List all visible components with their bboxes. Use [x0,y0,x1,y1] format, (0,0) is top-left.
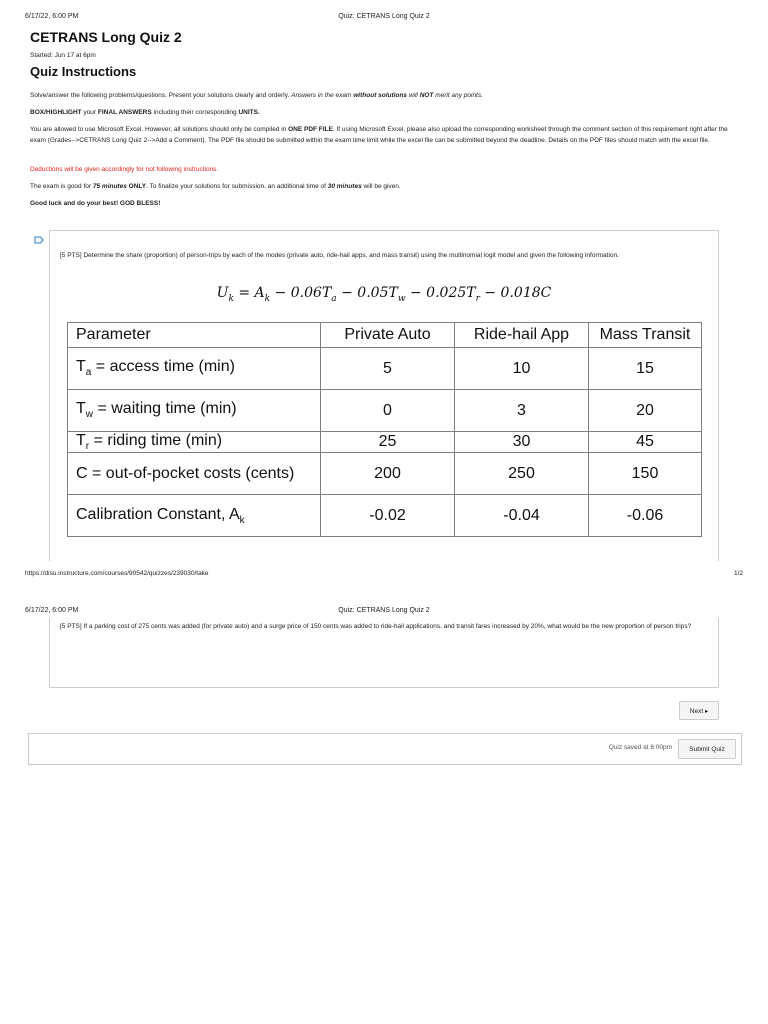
table-cell: 20 [589,390,702,432]
table-header-ride-hail: Ride-hail App [455,323,589,348]
table-row [68,495,702,537]
row-label: $T_a$ = access time (min) [68,348,321,390]
print-datetime-page2: 6/17/22, 6:00 PM [25,607,79,614]
row-label: $T_w$ = waiting time (min) [68,390,321,432]
page-number: 1/2 [733,570,743,577]
table-cell: 200 [321,453,455,495]
table-cell: 15 [589,348,702,390]
table-cell: -0.04 [455,495,589,537]
page-title: CETRANS Long Quiz 2 [30,29,182,45]
table-header-mass-transit: Mass Transit [589,323,702,348]
instruction-5: The exam is good for 75 minutes ONLY. To finalize your solutions for submission, an additional time of 30 minutes will be given. [30,183,401,190]
table-cell: 25 [321,432,455,453]
print-title: Quiz: CETRANS Long Quiz 2 [338,13,430,20]
parameter-table [67,322,702,537]
next-button[interactable]: Next ▸ [679,701,719,720]
print-title-page2: Quiz: CETRANS Long Quiz 2 [338,607,430,614]
utility-formula: $U_k = A_k - 0.06T_a - 0.05T_w - 0.025T_r - 0.018C$ [216,285,552,304]
page-url: https://disu.instructure.com/courses/90542/quizzes/239030/take [25,570,209,577]
table-row [68,453,702,495]
row-label: C = out-of-pocket costs (cents) [68,453,321,495]
instruction-4: Deductions will be given accordingly for not following instructions. [30,166,219,173]
table-cell: 45 [589,432,702,453]
table-cell: 30 [455,432,589,453]
row-label: Calibration Constant, $A_k$ [68,495,321,537]
table-header-parameter: Parameter [68,323,321,348]
print-datetime: 6/17/22, 6:00 PM [25,13,79,20]
started-time: Started: Jun 17 at 6pm [30,52,96,59]
instruction-1: Solve/answer the following problems/questions. Present your solutions clearly and orderly. Answers in the exam without solutions will NOT merit any points. [30,92,483,99]
table-cell: 10 [455,348,589,390]
question-2-text: [5 PTS] If a parking cost of 275 cents was added (for private auto) and a surge price of 150 cents was added to ride-hail applications, and transit fares increased by 20%, what would be the new proportion of person trips? [60,623,692,630]
table-cell: 250 [455,453,589,495]
table-row [68,390,702,432]
table-cell: -0.02 [321,495,455,537]
instruction-3: You are allowed to use Microsoft Excel. However, all solutions should only be compiled in ONE PDF FILE. If using Microsoft Excel, please also upload the corresponding worksheet through the comment section of this requirement right after the exam (Grades-->CETRANS Long Quiz 2-->Add a Comment). The PDF file should be submitted within the exam time limit while the excel file can be submitted beyond the deadline. Details on the PDF files should match with the excel file. [30,126,728,144]
table-cell: -0.06 [589,495,702,537]
table-row [68,432,702,453]
table-cell: 5 [321,348,455,390]
instruction-2: BOX/HIGHLIGHT your FINAL ANSWERS including their corresponding UNITS. [30,109,260,116]
quiz-saved-status: Quiz saved at 6:00pm [608,744,672,751]
table-cell: 0 [321,390,455,432]
row-label: $T_r$ = riding time (min) [68,432,321,453]
table-cell: 150 [589,453,702,495]
table-header-private-auto: Private Auto [321,323,455,348]
instructions-heading: Quiz Instructions [30,64,137,79]
table-row [68,348,702,390]
question-1-text: [5 PTS] Determine the share (proportion) of person-trips by each of the modes (private auto, ride-hail apps, and mass transit) using the multinomial logit model and given the following information. [60,252,619,259]
submit-quiz-button[interactable]: Submit Quiz [678,739,736,759]
flag-question-icon[interactable] [34,236,44,244]
table-cell: 3 [455,390,589,432]
instruction-6: Good luck and do your best! GOD BLESS! [30,200,161,207]
